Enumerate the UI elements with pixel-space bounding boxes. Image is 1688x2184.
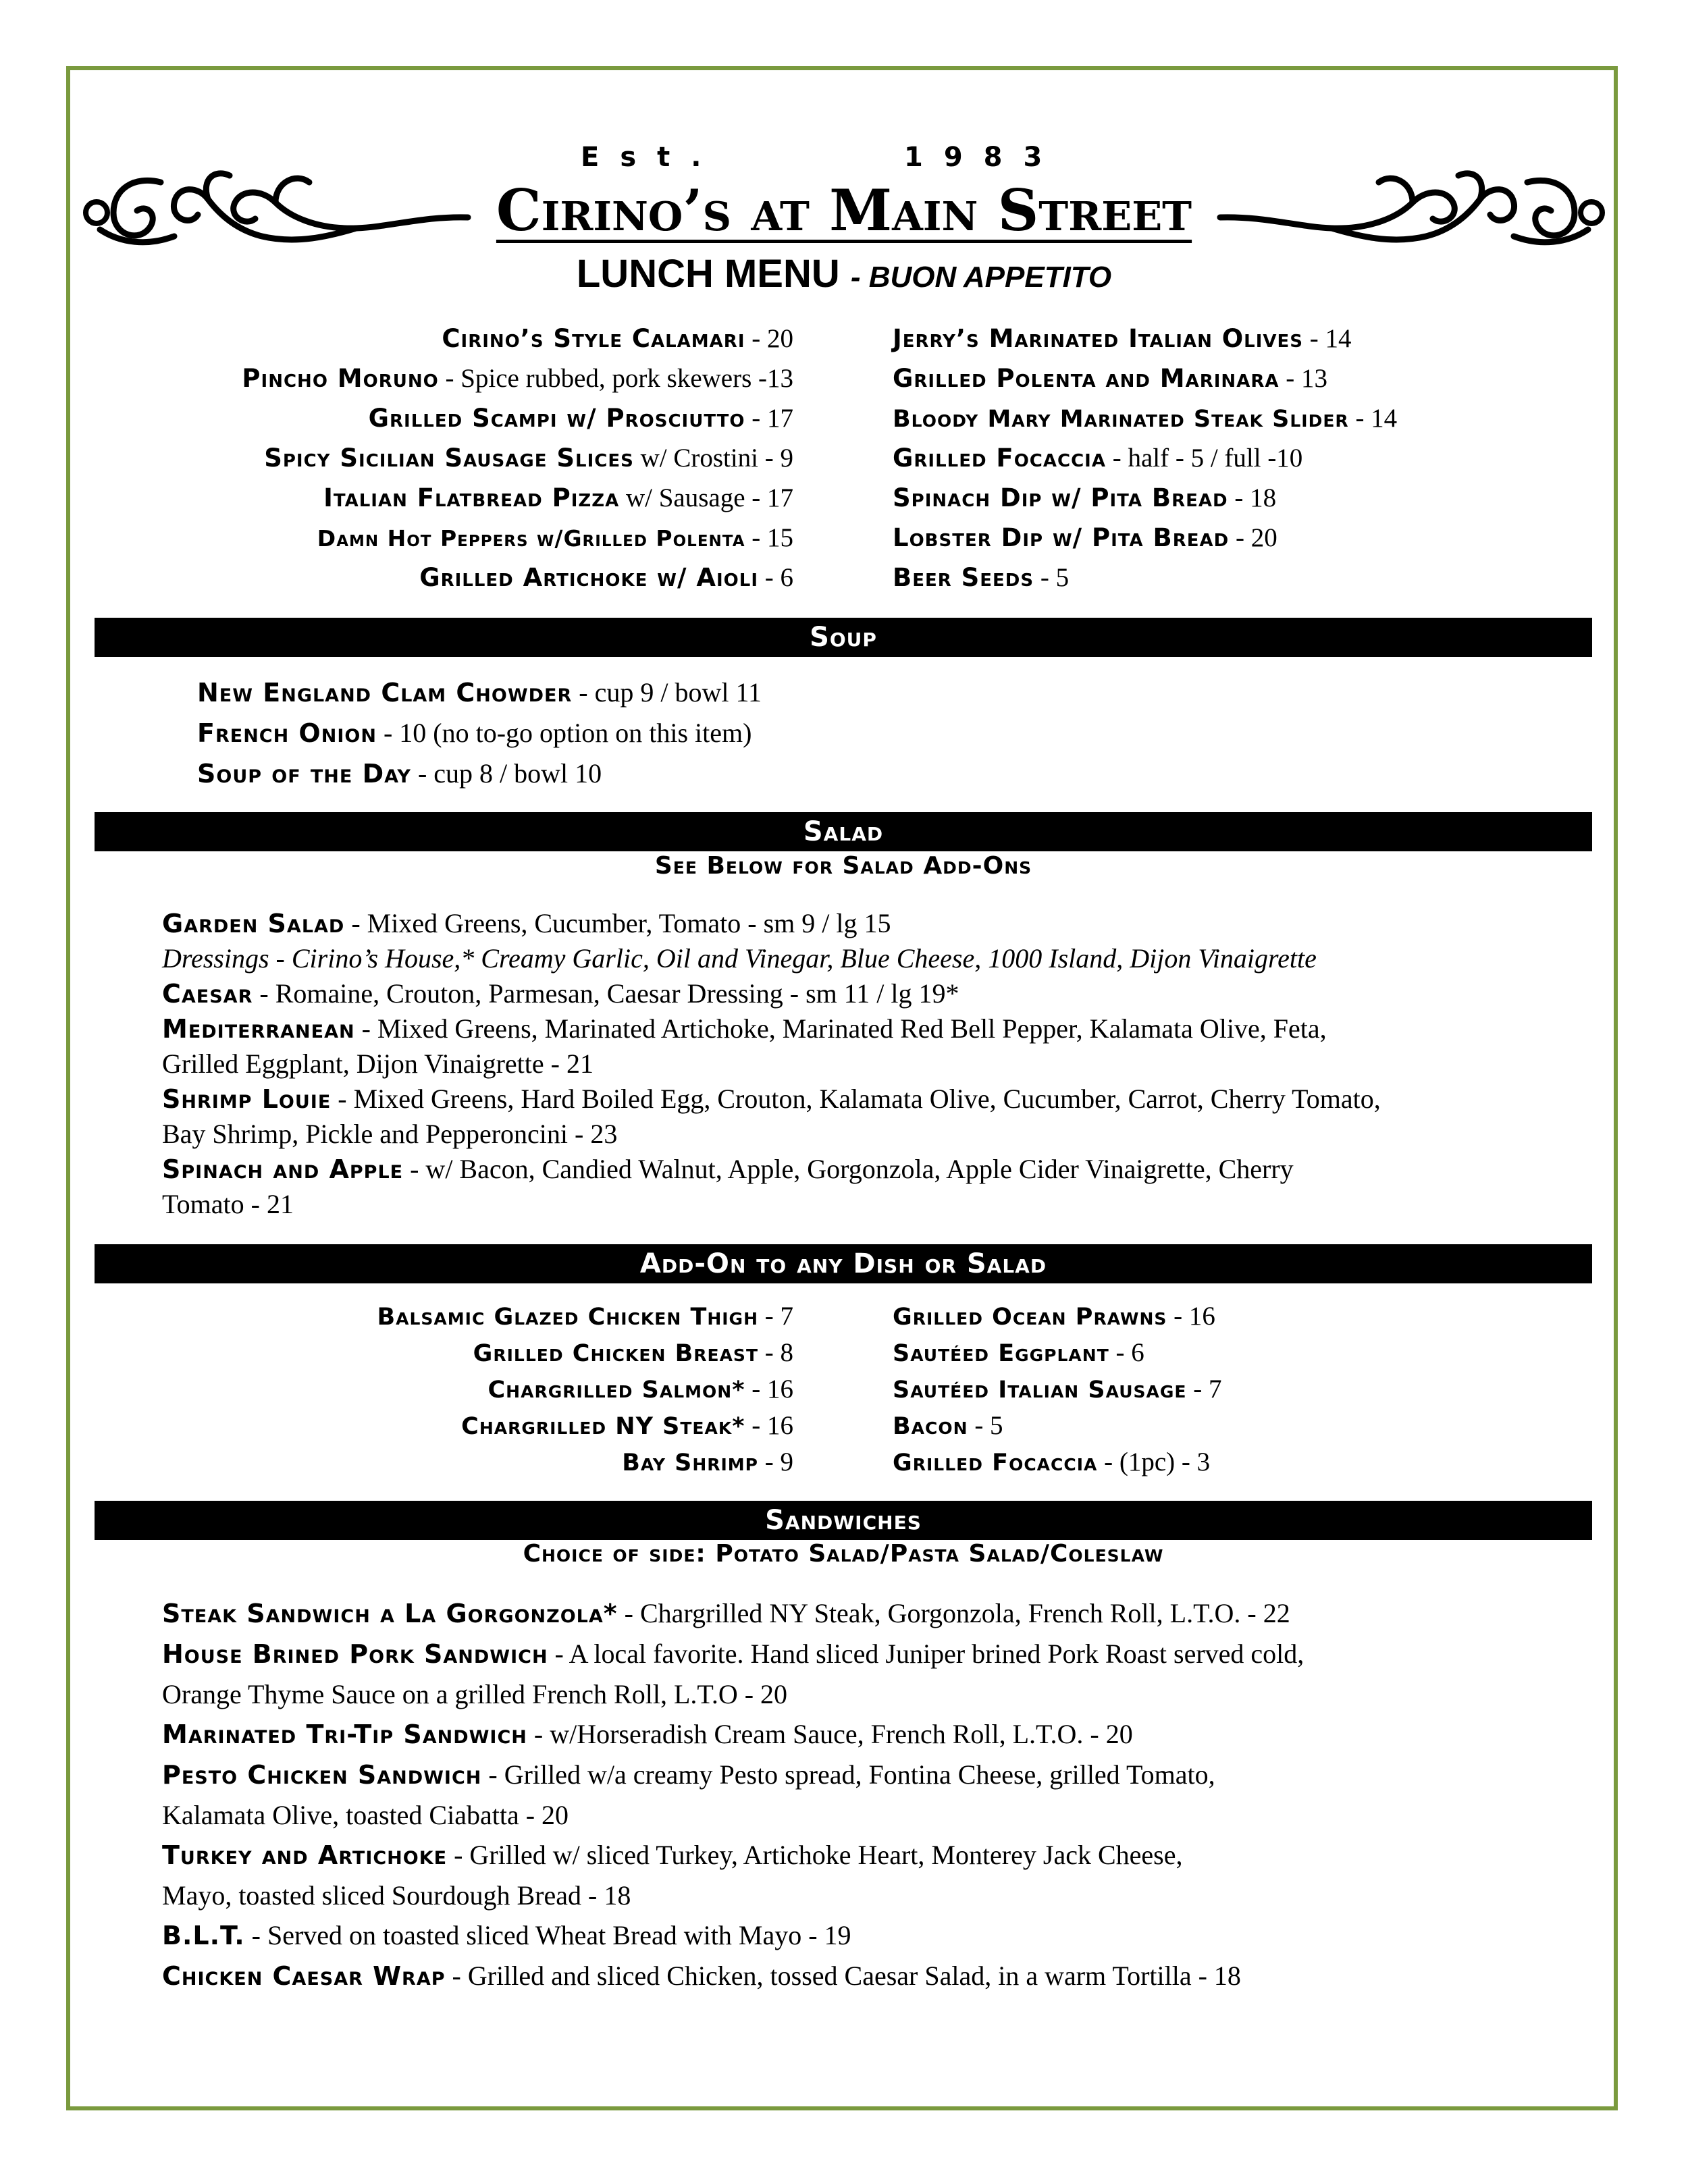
salad-heading: Salad: [95, 812, 1592, 851]
menu-item: Spinach and Apple - w/ Bacon, Candied Walnut, Apple, Gorgonzola, Apple Cider Vinaigrette, Cherry Tomato - 21: [162, 1154, 1294, 1219]
soup-heading: Soup: [95, 618, 1592, 657]
sandwiches-heading: Sandwiches: [95, 1501, 1592, 1540]
menu-item: Shrimp Louie - Mixed Greens, Hard Boiled Egg, Crouton, Kalamata Olive, Cucumber, Carrot, Cherry Tomato, Bay Shrimp, Pickle and Pepperoncini - 23: [162, 1084, 1381, 1149]
appetizers-left-column: [0, 319, 793, 597]
menu-item: Soup of the Day - cup 8 / bowl 10: [197, 758, 602, 789]
menu-item: Grilled Chicken Breast - 8: [473, 1338, 793, 1367]
menu-item: Spicy Sicilian Sausage Slices w/ Crostini - 9: [264, 444, 793, 473]
menu-item: Grilled Ocean Prawns - 16: [893, 1302, 1215, 1331]
menu-item: Bay Shrimp - 9: [622, 1447, 793, 1476]
menu-item: Pesto Chicken Sandwich - Grilled w/a creamy Pesto spread, Fontina Cheese, grilled Tomato, Kalamata Olive, toasted Ciabatta - 20: [162, 1759, 1215, 1830]
menu-item: Jerry’s Marinated Italian Olives - 14: [893, 324, 1352, 353]
menu-item: Marinated Tri-Tip Sandwich - w/Horseradish Cream Sauce, French Roll, L.T.O. - 20: [162, 1719, 1133, 1749]
soup-list: [197, 672, 1615, 794]
menu-item: Grilled Polenta and Marinara - 13: [893, 364, 1327, 393]
menu-item: Turkey and Artichoke - Grilled w/ sliced Turkey, Artichoke Heart, Monterey Jack Cheese, Mayo, toasted sliced Sourdough Bread - 18: [162, 1840, 1183, 1911]
addons-left-column: [51, 1298, 793, 1480]
established-year: Est. 1983: [581, 142, 1063, 173]
menu-subtitle: LUNCH MENU - BUON APPETITO: [576, 252, 1112, 296]
menu-item: Bloody Mary Marinated Steak Slider - 14: [893, 404, 1398, 433]
menu-item: House Brined Pork Sandwich - A local favorite. Hand sliced Juniper brined Pork Roast served cold, Orange Thyme Sauce on a grilled French Roll, L.T.O - 20: [162, 1639, 1304, 1709]
menu-item: Steak Sandwich a La Gorgonzola* - Chargrilled NY Steak, Gorgonzola, French Roll, L.T.O. - 22: [162, 1598, 1290, 1628]
menu-item: Grilled Focaccia - half - 5 / full -10: [893, 444, 1303, 473]
menu-item: Caesar - Romaine, Crouton, Parmesan, Caesar Dressing - sm 11 / lg 19*: [162, 978, 959, 1009]
menu-item: Grilled Artichoke w/ Aioli - 6: [419, 563, 793, 592]
menu-item: Balsamic Glazed Chicken Thigh - 7: [377, 1302, 793, 1331]
menu-item: B.L.T. - Served on toasted sliced Wheat Bread with Mayo - 19: [162, 1920, 851, 1950]
sandwiches-side-note: Choice of side: Potato Salad/Pasta Salad/Coleslaw: [523, 1540, 1164, 1568]
menu-item: Lobster Dip w/ Pita Bread - 20: [893, 523, 1277, 552]
menu-item: Spinach Dip w/ Pita Bread - 18: [893, 483, 1277, 512]
appetizers-right-column: [893, 319, 1595, 597]
addons-right-column: [893, 1298, 1568, 1480]
menu-item: Grilled Focaccia - (1pc) - 3: [893, 1447, 1211, 1476]
menu-item: Pincho Moruno - Spice rubbed, pork skewers -13: [242, 364, 793, 393]
menu-item: French Onion - 10 (no to-go option on this item): [197, 718, 752, 748]
menu-item: New England Clam Chowder - cup 9 / bowl 11: [197, 677, 762, 708]
menu-item: Bacon - 5: [893, 1411, 1003, 1440]
menu-item: Chargrilled Salmon* - 16: [487, 1375, 793, 1404]
menu-item: Sautéed Italian Sausage - 7: [893, 1375, 1222, 1404]
menu-item: Grilled Scampi w/ Prosciutto - 17: [368, 404, 793, 433]
menu-item: Garden Salad - Mixed Greens, Cucumber, Tomato - sm 9 / lg 15: [162, 908, 891, 938]
menu-item: Mediterranean - Mixed Greens, Marinated Artichoke, Marinated Red Bell Pepper, Kalamata Olive, Feta, Grilled Eggplant, Dijon Vinaigrette - 21: [162, 1013, 1327, 1079]
sandwich-list: [162, 1593, 1580, 1996]
menu-item: Italian Flatbread Pizza w/ Sausage - 17: [323, 483, 793, 512]
menu-item: Chargrilled NY Steak* - 16: [461, 1411, 793, 1440]
dressing-options: Dressings - Cirino’s House,* Creamy Garlic, Oil and Vinegar, Blue Cheese, 1000 Island, Dijon Vinaigrette: [162, 943, 1317, 974]
salad-list: [162, 906, 1580, 1222]
addons-heading: Add-On to any Dish or Salad: [95, 1244, 1592, 1283]
restaurant-title: Cirino’s at Main Street: [496, 177, 1192, 244]
menu-item: Sautéed Eggplant - 6: [893, 1338, 1144, 1367]
menu-item: Beer Seeds - 5: [893, 563, 1070, 592]
menu-item: Damn Hot Peppers w/Grilled Polenta - 15: [317, 523, 793, 552]
salad-note: See Below for Salad Add-Ons: [654, 852, 1032, 880]
menu-item: Chicken Caesar Wrap - Grilled and sliced Chicken, tossed Caesar Salad, in a warm Tortilla - 18: [162, 1961, 1241, 1991]
menu-item: Cirino’s Style Calamari - 20: [442, 324, 793, 353]
